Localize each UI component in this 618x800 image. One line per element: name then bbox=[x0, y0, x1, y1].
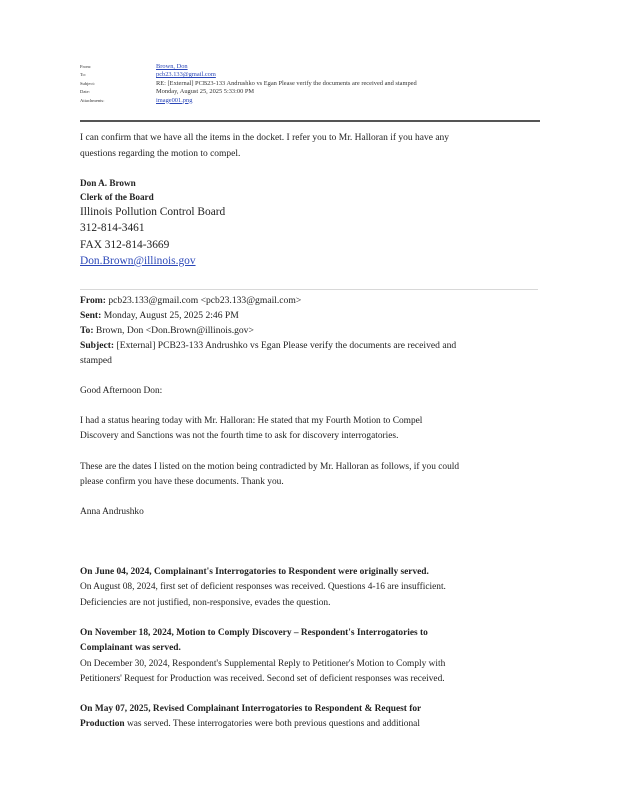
header-subject-value: RE: [External] PCB23-133 Andrushko vs Egan Please verify the documents are received and stamped bbox=[156, 79, 417, 87]
item-3-title-line-1: On May 07, 2025, Revised Complainant Interrogatories to Respondent & Request for bbox=[80, 704, 422, 714]
item-1-line-2: Deficiencies are not justified, non-responsive, evades the question. bbox=[80, 597, 331, 608]
header-date-row bbox=[80, 88, 540, 96]
email-header bbox=[80, 63, 540, 105]
header-attachments-row bbox=[80, 97, 540, 105]
signature-block bbox=[80, 176, 225, 269]
paragraph-2 bbox=[80, 460, 542, 491]
forwarded-subject-value: [External] PCB23-133 Andrushko vs Egan Please verify the documents are received and bbox=[116, 340, 457, 351]
greeting: Good Afternoon Don: bbox=[80, 386, 163, 396]
forwarded-sent-row bbox=[80, 308, 456, 323]
item-2 bbox=[80, 626, 542, 687]
forwarded-subject-row bbox=[80, 338, 456, 353]
header-subject-row bbox=[80, 80, 540, 88]
forwarded-to-value: Brown, Don <Don.Brown@illinois.gov> bbox=[95, 325, 254, 336]
forwarded-subject-continuation: stamped bbox=[80, 355, 112, 366]
forwarded-sent-value: Monday, August 25, 2025 2:46 PM bbox=[103, 310, 239, 321]
item-2-line-2: Petitioners' Request for Production was received. Second set of deficient responses was received. bbox=[80, 673, 445, 684]
paragraph-1 bbox=[80, 414, 542, 445]
item-3 bbox=[80, 702, 542, 733]
reply-line-2: questions regarding the motion to compel. bbox=[80, 149, 241, 159]
signature-email-link[interactable]: Don.Brown@illinois.gov bbox=[80, 254, 196, 267]
forwarded-to-row bbox=[80, 323, 456, 338]
header-from-row bbox=[80, 63, 540, 71]
item-2-title-line-1: On November 18, 2024, Motion to Comply Discovery – Respondent's Interrogatories to bbox=[80, 628, 428, 638]
reply-line-1: I can confirm that we have all the items in the docket. I refer you to Mr. Halloran if you have any bbox=[80, 133, 450, 143]
forwarded-to-label: To: bbox=[80, 325, 94, 336]
attachment-link[interactable]: image001.png bbox=[156, 96, 193, 104]
sender-name: Anna Andrushko bbox=[80, 507, 144, 517]
item-2-line-1: On December 30, 2024, Respondent's Supplemental Reply to Petitioner's Motion to Comply with bbox=[80, 658, 446, 669]
signature-name: Don A. Brown bbox=[80, 178, 136, 188]
forwarded-subject-label: Subject: bbox=[80, 340, 115, 351]
header-date-value: Monday, August 25, 2025 5:33:00 PM bbox=[156, 88, 255, 96]
signature-phone: 312-814-3461 bbox=[80, 222, 145, 235]
item-2-title-line-2: Complainant was served. bbox=[80, 643, 181, 654]
header-date-label: Date: bbox=[80, 89, 90, 95]
paragraph-2-line-1: These are the dates I listed on the motion being contradicted by Mr. Halloran as follows, if you could bbox=[80, 462, 460, 472]
paragraph-1-line-1: I had a status hearing today with Mr. Halloran: He stated that my Fourth Motion to Compel bbox=[80, 416, 423, 426]
header-to-link[interactable]: pcb23.133@gmail.com bbox=[156, 71, 216, 79]
signature-title: Clerk of the Board bbox=[80, 192, 154, 202]
forwarded-from-row bbox=[80, 293, 456, 308]
item-1-title: On June 04, 2024, Complainant's Interrogatories to Respondent were originally served. bbox=[80, 567, 429, 577]
item-3-title-line-2: Production bbox=[80, 719, 125, 730]
forwarded-sent-label: Sent: bbox=[80, 310, 102, 321]
forwarded-from-label: From: bbox=[80, 295, 106, 306]
forwarded-header bbox=[80, 293, 456, 368]
header-divider bbox=[80, 120, 540, 122]
header-attachments-label: Attachments: bbox=[80, 97, 105, 103]
forward-divider bbox=[80, 289, 538, 290]
signature-org: Illinois Pollution Control Board bbox=[80, 206, 226, 218]
header-to-label: To: bbox=[80, 72, 87, 78]
item-1-line-1: On August 08, 2024, first set of deficient responses was received. Questions 4-16 are insufficient. bbox=[80, 582, 446, 593]
header-to-row bbox=[80, 71, 540, 79]
forwarded-from-value: pcb23.133@gmail.com <pcb23.133@gmail.com> bbox=[108, 295, 302, 306]
signature-fax: FAX 312-814-3669 bbox=[80, 238, 170, 251]
header-from-label: From: bbox=[80, 64, 92, 69]
paragraph-1-line-2: Discovery and Sanctions was not the fourth time to ask for discovery interrogatories. bbox=[80, 431, 399, 442]
item-3-line-2 bbox=[80, 717, 542, 732]
item-1 bbox=[80, 565, 542, 611]
paragraph-2-line-2: please confirm you have these documents. Thank you. bbox=[80, 477, 284, 488]
header-subject-label: Subject: bbox=[80, 80, 96, 86]
header-from-link[interactable]: Brown, Don bbox=[156, 63, 188, 70]
item-3-line-2-rest: was served. These interrogatories were both previous questions and additional bbox=[124, 719, 420, 730]
